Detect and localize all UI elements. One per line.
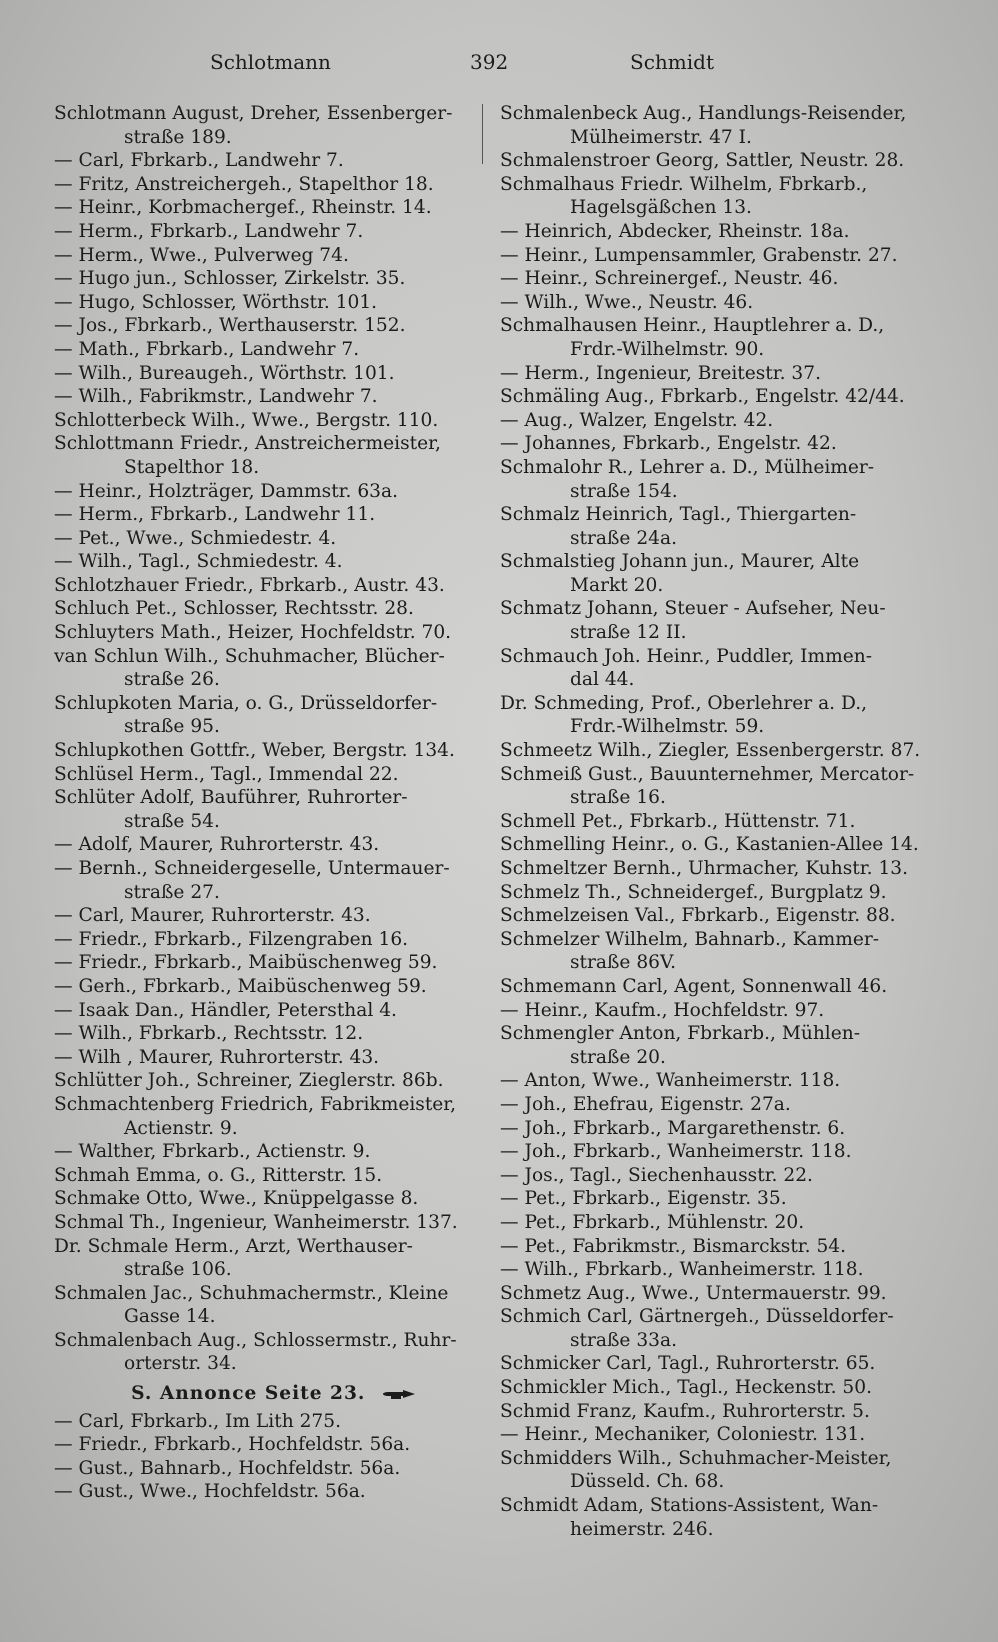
entry-line: — Joh., Fbrkarb., Margarethenstr. 6. [500,1117,846,1139]
entry-line: Schluyters Math., Heizer, Hochfeldstr. 70. [54,622,452,644]
entry-line: — Friedr., Fbrkarb., Maibüschenweg 59. [54,952,438,974]
entry-continuation: Hagelsgäßchen 13. [570,197,752,219]
entry-line: — Gerh., Fbrkarb., Maibüschenweg 59. [54,975,427,997]
entry-line: — Gust., Bahnarb., Hochfeldstr. 56a. [54,1457,401,1479]
left-column [54,102,494,1504]
entry-line: — Pet., Fbrkarb., Eigenstr. 35. [500,1188,787,1210]
entry-line: Schmalhaus Friedr. Wilhelm, Fbrkarb., [500,173,868,195]
entry-line: — Anton, Wwe., Wanheimerstr. 118. [500,1070,841,1092]
advertisement-reference [54,1382,494,1406]
entry-line: Schmeltzer Bernh., Uhrmacher, Kuhstr. 13. [500,858,909,879]
entry-line: — Carl, Maurer, Ruhrorterstr. 43. [54,905,371,927]
header-right-keyword: Schmidt [630,50,714,74]
entry-line: Schlupkoten Maria, o. G., Drüsseldorfer- [54,692,438,714]
entry-line: — Fritz, Anstreichergeh., Stapelthor 18. [54,173,434,195]
entry-line: Schmich Carl, Gärtnergeh., Düsseldorfer- [500,1306,894,1328]
entry-line: Schlotterbeck Wilh., Wwe., Bergstr. 110. [54,409,439,431]
entry-continuation: straße 27. [124,881,220,903]
entry-line: — Heinr., Lumpensammler, Grabenstr. 27. [500,244,898,266]
entry-line: Schmeetz Wilh., Ziegler, Essenbergerstr. 87. [500,740,921,762]
entry-line: Schmäling Aug., Fbrkarb., Engelstr. 42/44. [500,386,905,408]
entry-line: Schmalz Heinrich, Tagl., Thiergarten- [500,504,857,526]
advertisement-text: S. Annonce Seite 23. [131,1383,366,1405]
entry-line: Schmalenstroer Georg, Sattler, Neustr. 28. [500,150,905,172]
entry-continuation: Frdr.-Wilhelmstr. 59. [570,716,765,738]
entry-line: — Joh., Fbrkarb., Wanheimerstr. 118. [500,1141,852,1163]
entry-line: — Friedr., Fbrkarb., Filzengraben 16. [54,928,409,950]
entry-line: Schmatz Johann, Steuer - Aufseher, Neu- [500,598,886,620]
entry-line: — Wilh., Tagl., Schmiedestr. 4. [54,551,343,573]
entry-line: Schmelzeisen Val., Fbrkarb., Eigenstr. 88. [500,905,896,927]
entry-line: — Joh., Ehefrau, Eigenstr. 27a. [500,1093,791,1115]
entry-line: Schlüter Adolf, Bauführer, Ruhrorter- [54,787,408,809]
entry-line: — Carl, Fbrkarb., Im Lith 275. [54,1410,341,1432]
entry-continuation: Düsseld. Ch. 68. [570,1471,725,1493]
entry-line: Schmidt Adam, Stations-Assistent, Wan- [500,1495,879,1517]
entry-continuation: straße 20. [570,1046,666,1068]
entry-line: — Hugo, Schlosser, Wörthstr. 101. [54,291,378,313]
entry-line: — Wilh., Fbrkarb., Rechtsstr. 12. [54,1023,364,1045]
pointing-hand-icon [381,1388,417,1400]
entry-line: — Heinr., Holzträger, Dammstr. 63a. [54,480,398,502]
entry-line: Schmickler Mich., Tagl., Heckenstr. 50. [500,1377,872,1399]
entry-line: — Pet., Fbrkarb., Mühlenstr. 20. [500,1211,805,1233]
entry-line: Schmah Emma, o. G., Ritterstr. 15. [54,1164,383,1186]
entry-continuation: straße 54. [124,810,220,832]
entry-continuation: Gasse 14. [124,1306,216,1328]
entry-continuation: straße 86V. [570,952,677,974]
entry-line: — Carl, Fbrkarb., Landwehr 7. [54,150,344,172]
entry-line: Schmeiß Gust., Bauunternehmer, Mercator- [500,763,915,785]
entry-continuation: dal 44. [570,669,635,691]
entry-line: Schmake Otto, Wwe., Knüppelgasse 8. [54,1188,419,1210]
entry-line: Schmalenbach Aug., Schlossermstr., Ruhr- [54,1329,457,1351]
entry-line: — Heinrich, Abdecker, Rheinstr. 18a. [500,220,850,242]
entry-continuation: Mülheimerstr. 47 I. [570,126,752,148]
entry-continuation: straße 106. [124,1259,232,1281]
entry-continuation: Stapelthor 18. [124,456,260,478]
entry-line: van Schlun Wilh., Schuhmacher, Blücher- [54,645,445,667]
entry-line: — Friedr., Fbrkarb., Hochfeldstr. 56a. [54,1434,411,1456]
entry-continuation: orterstr. 34. [124,1353,237,1375]
entry-line: — Heinr., Korbmachergef., Rheinstr. 14. [54,197,432,219]
entry-line: — Hugo jun., Schlosser, Zirkelstr. 35. [54,268,406,290]
entry-line: — Adolf, Maurer, Ruhrorterstr. 43. [54,834,380,856]
entry-continuation: straße 189. [124,126,232,148]
entry-line: — Heinr., Mechaniker, Coloniestr. 131. [500,1424,866,1446]
entry-continuation: straße 26. [124,669,220,691]
entry-continuation: straße 12 II. [570,622,687,644]
entry-line: Schmelzer Wilhelm, Bahnarb., Kammer- [500,928,880,950]
entry-line: — Bernh., Schneidergeselle, Untermauer- [54,858,450,879]
entry-line: — Wilh., Fabrikmstr., Landwehr 7. [54,386,378,408]
entry-line: — Wilh , Maurer, Ruhrorterstr. 43. [54,1046,380,1068]
entry-line: — Herm., Wwe., Pulverweg 74. [54,244,349,266]
entry-line: — Pet., Fabrikmstr., Bismarckstr. 54. [500,1235,847,1257]
entry-continuation: Markt 20. [570,574,664,596]
entry-line: — Jos., Tagl., Siechenhausstr. 22. [500,1164,813,1186]
entry-line: — Math., Fbrkarb., Landwehr 7. [54,338,360,360]
entry-line: Dr. Schmeding, Prof., Oberlehrer a. D., [500,692,868,714]
entry-line: Schlotzhauer Friedr., Fbrkarb., Austr. 43. [54,574,445,596]
entry-line: — Jos., Fbrkarb., Werthauserstr. 152. [54,315,406,337]
entry-line: Schlütter Joh., Schreiner, Zieglerstr. 86b. [54,1070,444,1092]
entry-continuation: straße 154. [570,480,678,502]
entry-line: Schmetz Aug., Wwe., Untermauerstr. 99. [500,1282,887,1304]
entry-line: — Heinr., Kaufm., Hochfeldstr. 97. [500,999,825,1021]
entry-line: — Gust., Wwe., Hochfeldstr. 56a. [54,1481,366,1503]
entry-line: Schlupkothen Gottfr., Weber, Bergstr. 134. [54,740,455,762]
entry-line: — Pet., Wwe., Schmiedestr. 4. [54,527,337,549]
entry-line: Dr. Schmale Herm., Arzt, Werthauser- [54,1235,413,1257]
entry-line: Schmidders Wilh., Schuhmacher-Meister, [500,1447,892,1469]
entry-line: — Herm., Fbrkarb., Landwehr 7. [54,220,364,242]
entry-line: — Wilh., Fbrkarb., Wanheimerstr. 118. [500,1259,864,1281]
entry-line: Schmauch Joh. Heinr., Puddler, Immen- [500,645,873,667]
entry-line: Schmid Franz, Kaufm., Ruhrorterstr. 5. [500,1400,870,1422]
entry-line: Schmalstieg Johann jun., Maurer, Alte [500,551,860,573]
entry-continuation: straße 16. [570,787,666,809]
entry-line: — Herm., Ingenieur, Breitestr. 37. [500,362,821,384]
entry-line: — Walther, Fbrkarb., Actienstr. 9. [54,1141,371,1163]
entry-line: Schmachtenberg Friedrich, Fabrikmeister, [54,1093,457,1115]
entry-line: Schmalenbeck Aug., Handlungs-Reisender, [500,103,907,124]
entry-continuation: straße 33a. [570,1329,677,1351]
entry-line: Schlotmann August, Dreher, Essenberger- [54,103,453,124]
right-column [500,102,950,1541]
entry-line: Schmicker Carl, Tagl., Ruhrorterstr. 65. [500,1353,876,1375]
entry-line: Schmalhausen Heinr., Hauptlehrer a. D., [500,315,885,337]
entry-line: — Wilh., Wwe., Neustr. 46. [500,291,754,313]
entry-line: Schluch Pet., Schlosser, Rechtsstr. 28. [54,598,414,620]
entry-line: — Heinr., Schreinergef., Neustr. 46. [500,268,839,290]
entry-line: — Isaak Dan., Händler, Petersthal 4. [54,999,397,1021]
entry-continuation: heimerstr. 246. [570,1518,714,1540]
entry-line: — Johannes, Fbrkarb., Engelstr. 42. [500,433,837,455]
entry-line: Schmell Pet., Fbrkarb., Hüttenstr. 71. [500,810,856,832]
entry-line: Schmelz Th., Schneidergef., Burgplatz 9. [500,881,887,903]
entry-continuation: Frdr.-Wilhelmstr. 90. [570,338,765,360]
entry-continuation: Actienstr. 9. [124,1117,238,1139]
entry-line: Schmemann Carl, Agent, Sonnenwall 46. [500,975,888,997]
entry-continuation: straße 24a. [570,527,677,549]
header-left-keyword: Schlotmann [210,50,331,74]
entry-line: Schmal Th., Ingenieur, Wanheimerstr. 137. [54,1211,458,1233]
entry-line: Schlottmann Friedr., Anstreichermeister, [54,433,441,455]
entry-line: — Herm., Fbrkarb., Landwehr 11. [54,504,376,526]
entry-line: Schmalen Jac., Schuhmachermstr., Kleine [54,1282,449,1304]
entry-line: Schlüsel Herm., Tagl., Immendal 22. [54,763,399,785]
entry-line: Schmalohr R., Lehrer a. D., Mülheimer- [500,456,875,478]
entry-line: — Wilh., Bureaugeh., Wörthstr. 101. [54,362,395,384]
running-header [60,50,940,84]
entry-continuation: straße 95. [124,716,220,738]
page-number: 392 [470,50,509,74]
entry-line: — Aug., Walzer, Engelstr. 42. [500,409,774,431]
entry-line: Schmelling Heinr., o. G., Kastanien-Allee 14. [500,834,919,856]
entry-line: Schmengler Anton, Fbrkarb., Mühlen- [500,1023,861,1045]
